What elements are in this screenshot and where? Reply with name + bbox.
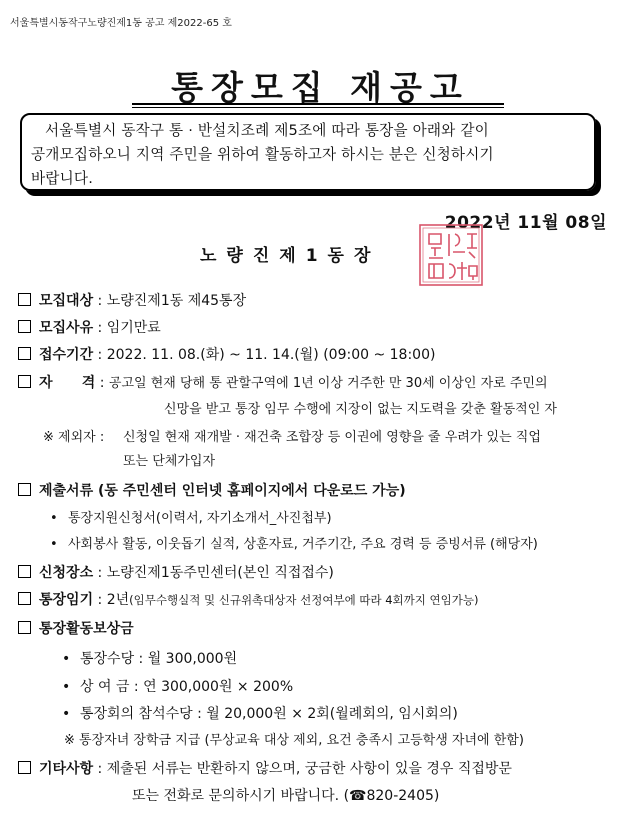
reason-value: 임기만료: [106, 320, 161, 336]
other-line-2: 또는 전화로 문의하시기 바랍니다. (☎820-2405): [132, 788, 440, 804]
bullet-icon: •: [50, 511, 58, 526]
term-note: (임무수행실적 및 신규위촉대상자 선정여부에 따라 4회까지 연임가능): [129, 593, 479, 607]
exclusion-line-1: 신청일 현재 재개발 · 재건축 조합장 등 이권에 영향을 줄 우려가 있는 직업: [123, 430, 541, 445]
bullet-icon: •: [62, 706, 71, 722]
title-underline-thin: [132, 107, 504, 108]
documents-bullet-1: [50, 509, 332, 529]
item-documents: [18, 481, 406, 501]
checkbox-icon: [18, 293, 31, 306]
term-label: 통장임기: [39, 592, 94, 608]
item-term: 통장임기 : 2년(임무수행실적 및 신규위촉대상자 선정여부에 따라 4회까지 연임가능): [18, 590, 478, 610]
qualification-line-1: 공고일 현재 당해 통 관할구역에 1년 이상 거주한 만 30세 이상인 자로 주민의: [108, 376, 548, 391]
item-qualification: 자 격 : 공고일 현재 당해 통 관할구역에 1년 이상 거주한 만 30세 이상인 자로 주민의: [18, 373, 548, 394]
checkbox-icon: [18, 621, 31, 634]
item-place: 신청장소 : 노량진제1동주민센터(본인 직접접수): [18, 563, 334, 583]
compensation-bullet-3: [62, 704, 458, 724]
checkbox-icon: [18, 375, 31, 388]
documents-label: 제출서류 (동 주민센터 인터넷 홈페이지에서 다운로드 가능): [39, 483, 406, 499]
qualification-label: 자 격: [39, 375, 96, 391]
title-underline: [132, 103, 504, 105]
target-label: 모집대상: [39, 293, 94, 309]
notice-date: 2022년 11월 08일: [444, 213, 607, 233]
intro-box: [20, 113, 596, 191]
place-value: 노량진제1동주민센터(본인 직접접수): [106, 565, 334, 581]
checkbox-icon: [18, 592, 31, 605]
intro-line-3: 바랍니다.: [31, 170, 94, 187]
compensation-bullet-1: [62, 649, 237, 669]
item-compensation: [18, 619, 134, 639]
checkbox-icon: [18, 483, 31, 496]
compensation-bullet-2: [62, 677, 293, 697]
bullet-icon: •: [50, 537, 58, 552]
exclusion-label: ※ 제외자 :: [43, 430, 105, 445]
documents-bullet-1-text: 통장지원신청서(이력서, 자기소개서_사진첩부): [68, 511, 332, 526]
intro-line-2: 공개모집하오니 지역 주민을 위하여 활동하고자 하시는 분은 신청하시기: [31, 146, 494, 163]
bullet-icon: •: [62, 651, 71, 667]
documents-bullet-2: [50, 535, 538, 555]
intro-line-1: 서울특별시 동작구 통 · 반설치조례 제5조에 따라 통장을 아래와 같이: [45, 122, 489, 139]
period-label: 접수기간: [39, 347, 94, 363]
checkbox-icon: [18, 347, 31, 360]
other-label: 기타사항: [39, 761, 94, 777]
item-reason: 모집사유 : 임기만료: [18, 318, 161, 338]
compensation-bullet-3-text: 통장회의 참석수당 : 월 20,000원 × 2회(월례회의, 임시회의): [80, 706, 458, 722]
compensation-bullet-1-text: 통장수당 : 월 300,000원: [80, 651, 238, 667]
compensation-bullet-2-text: 상 여 금 : 연 300,000원 × 200%: [80, 679, 294, 695]
issuer-name: 노량진제1동장: [200, 246, 381, 266]
exclusion-line-2: 또는 단체가입자: [123, 454, 216, 469]
term-value: 2년: [106, 592, 130, 608]
document-number: 서울특별시동작구노량진제1동 공고 제2022-65 호: [10, 18, 232, 29]
target-value: 노량진제1동 제45통장: [106, 293, 247, 309]
item-other: 기타사항 : 제출된 서류는 반환하지 않으며, 궁금한 사항이 있을 경우 직접방문: [18, 759, 512, 779]
checkbox-icon: [18, 761, 31, 774]
page-title: 통장모집 재공고: [171, 68, 470, 107]
checkbox-icon: [18, 565, 31, 578]
item-target: 모집대상 : 노량진제1동 제45통장: [18, 291, 246, 311]
other-line-1: 제출된 서류는 반환하지 않으며, 궁금한 사항이 있을 경우 직접방문: [106, 761, 512, 777]
bullet-icon: •: [62, 679, 71, 695]
compensation-label: 통장활동보상금: [39, 621, 134, 637]
qualification-line-2: 신망을 받고 통장 임무 수행에 지장이 없는 지도력을 갖춘 활동적인 자: [164, 402, 557, 417]
official-seal: [417, 222, 485, 288]
compensation-note: ※ 통장자녀 장학금 지급 (무상교육 대상 제외, 요건 충족시 고등학생 자녀에 한함): [64, 733, 524, 748]
checkbox-icon: [18, 320, 31, 333]
item-period: 접수기간 : 2022. 11. 08.(화) ~ 11. 14.(월) (09:00 ~ 18:00): [18, 345, 435, 365]
reason-label: 모집사유: [39, 320, 94, 336]
period-value: 2022. 11. 08.(화) ~ 11. 14.(월) (09:00 ~ 18:00): [106, 347, 436, 363]
documents-bullet-2-text: 사회봉사 활동, 이웃돕기 실적, 상훈자료, 거주기간, 주요 경력 등 증빙서류 (해당자): [68, 537, 538, 552]
place-label: 신청장소: [39, 565, 94, 581]
